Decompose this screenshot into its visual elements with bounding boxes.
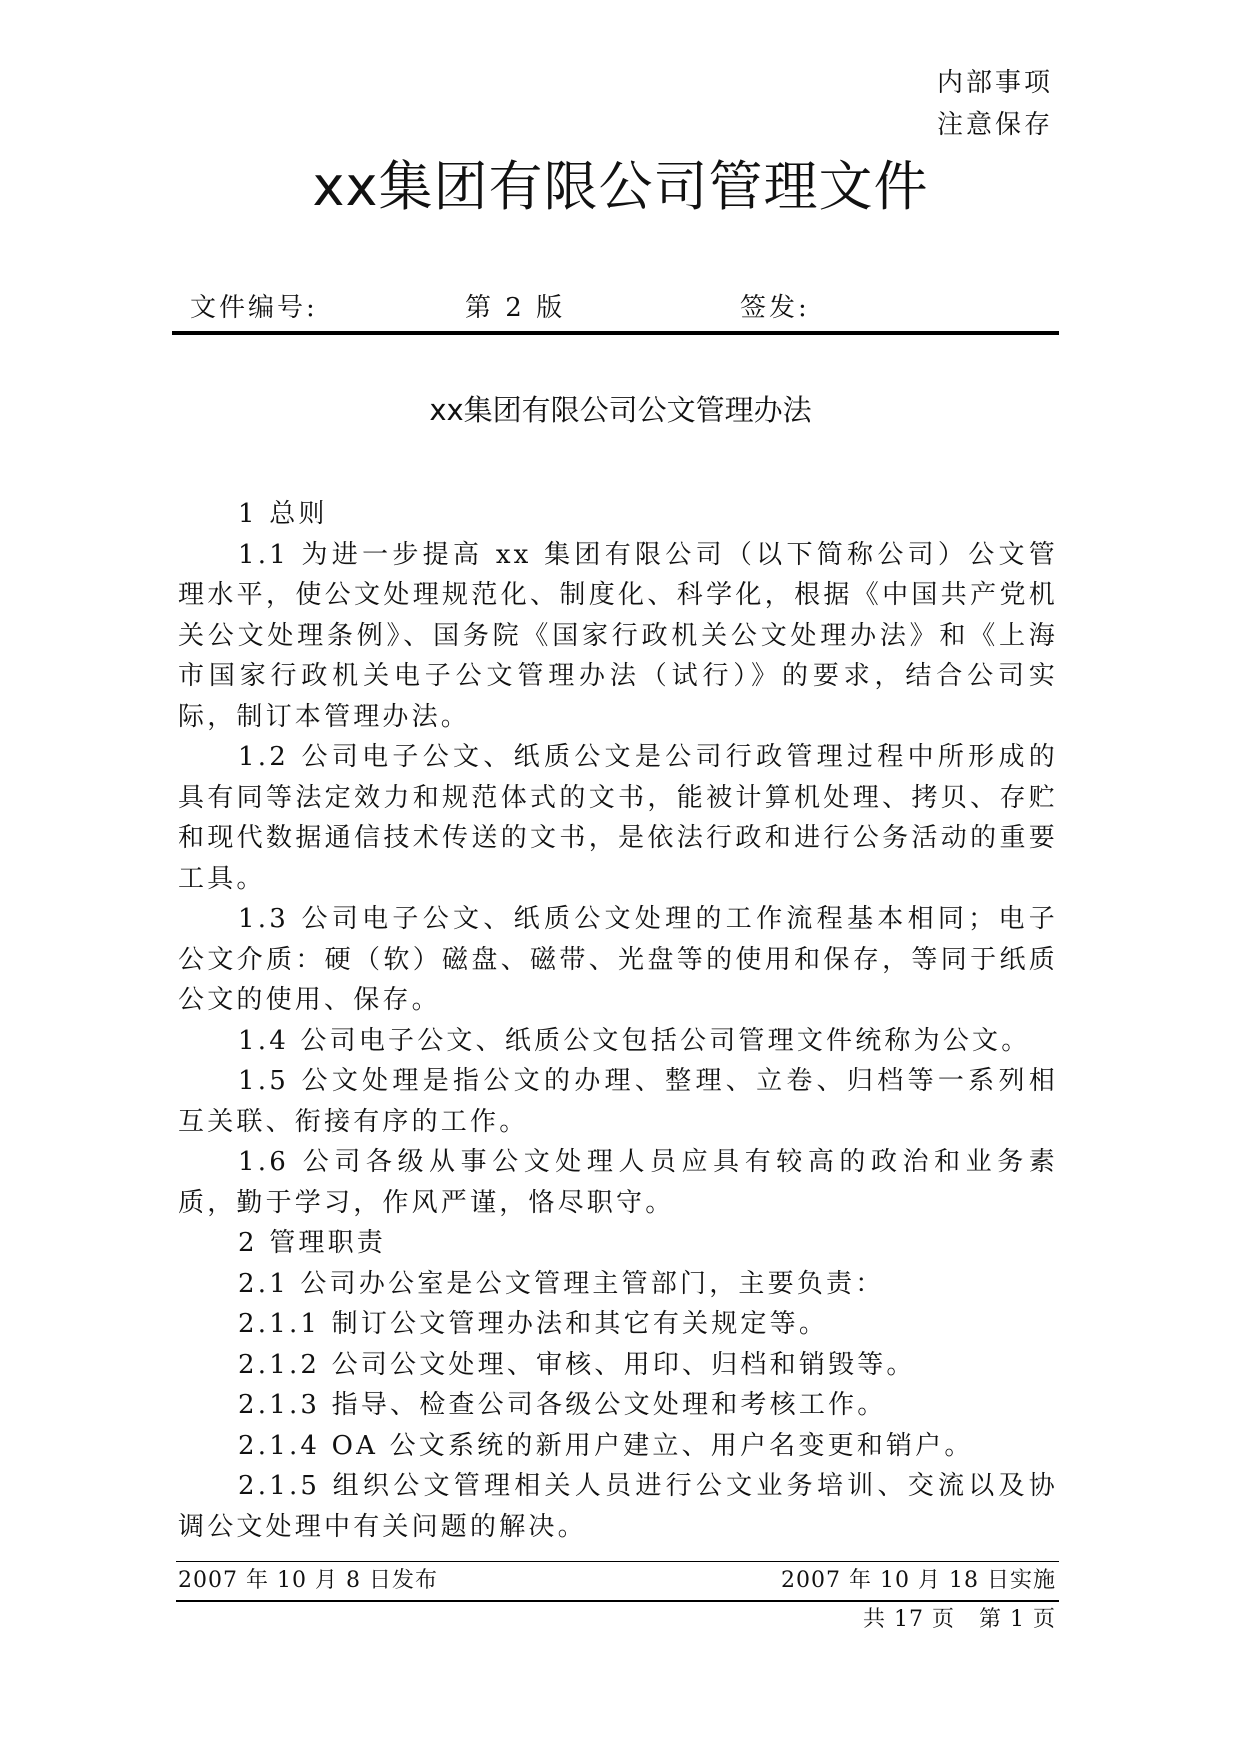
paragraph-2-1-1: 2.1.1 制订公文管理办法和其它有关规定等。 xyxy=(238,1309,829,1339)
document-title: xx集团有限公司公文管理办法 xyxy=(429,393,812,427)
issue-date: 2007 年 10 月 8 日发布 xyxy=(178,1568,438,1593)
document-body xyxy=(178,494,1058,1547)
paragraph-1-2: 1.2 公司电子公文、纸质公文是公司行政管理过程中所形成的具有同等法定效力和规范体式的文书，能被计算机处理、拷贝、存贮和现代数据通信技术传送的文书，是依法行政和进行公务活动的重要工具。 xyxy=(178,742,1058,894)
version-label: 第 2 版 xyxy=(465,293,566,323)
confidentiality-line-1: 内部事项 xyxy=(936,68,1053,98)
paragraph-2-1-4: 2.1.4 OA 公文系统的新用户建立、用户名变更和销户。 xyxy=(238,1430,974,1461)
total-pages: 共 17 页 xyxy=(863,1607,956,1632)
footer-dates xyxy=(178,1563,1056,1599)
paragraph-1-6: 1.6 公司各级从事公文处理人员应具有较高的政治和业务素质，勤于学习，作风严谨，恪尽职守。 xyxy=(178,1147,1058,1218)
paragraph-1-5: 1.5 公文处理是指公文的办理、整理、立卷、归档等一系列相互关联、衔接有序的工作。 xyxy=(178,1066,1058,1137)
footer-divider-top xyxy=(176,1561,1059,1562)
paragraph-2-1-2: 2.1.2 公司公文处理、审核、用印、归档和销毁等。 xyxy=(238,1349,916,1380)
paragraph-2-1-3: 2.1.3 指导、检查公司各级公文处理和考核工作。 xyxy=(238,1390,887,1420)
page-indicator xyxy=(863,1602,1056,1638)
document-meta-row xyxy=(190,288,1050,328)
file-number-label: 文件编号: xyxy=(190,293,318,323)
paragraph-2-1: 2.1 公司办公室是公文管理主管部门，主要负责： xyxy=(238,1268,885,1299)
section-heading-responsibilities: 2 管理职责 xyxy=(238,1228,387,1258)
issuer-label: 签发: xyxy=(740,293,810,323)
paragraph-1-4: 1.4 公司电子公文、纸质公文包括公司管理文件统称为公文。 xyxy=(238,1025,1031,1056)
confidentiality-line-2: 注意保存 xyxy=(936,110,1053,140)
document-type-title: xx集团有限公司管理文件 xyxy=(312,155,929,218)
section-heading-general: 1 总则 xyxy=(238,499,328,529)
paragraph-1-1: 1.1 为进一步提高 xx 集团有限公司（以下简称公司）公文管理水平，使公文处理规范化、制度化、科学化，根据《中国共产党机关公文处理条例》、国务院《国家行政机关公文处理办法》和《上海市国家行政机关电子公文管理办法（试行）》的要求，结合公司实际，制订本管理办法。 xyxy=(178,539,1058,732)
effective-date: 2007 年 10 月 18 日实施 xyxy=(781,1568,1056,1593)
confidentiality-notice xyxy=(937,62,1053,146)
header-divider xyxy=(172,331,1059,335)
current-page: 第 1 页 xyxy=(979,1607,1056,1632)
paragraph-1-3: 1.3 公司电子公文、纸质公文处理的工作流程基本相同；电子公文介质：硬（软）磁盘、磁带、光盘等的使用和保存，等同于纸质公文的使用、保存。 xyxy=(178,904,1058,1015)
paragraph-2-1-5: 2.1.5 组织公文管理相关人员进行公文业务培训、交流以及协调公文处理中有关问题的解决。 xyxy=(178,1471,1058,1542)
